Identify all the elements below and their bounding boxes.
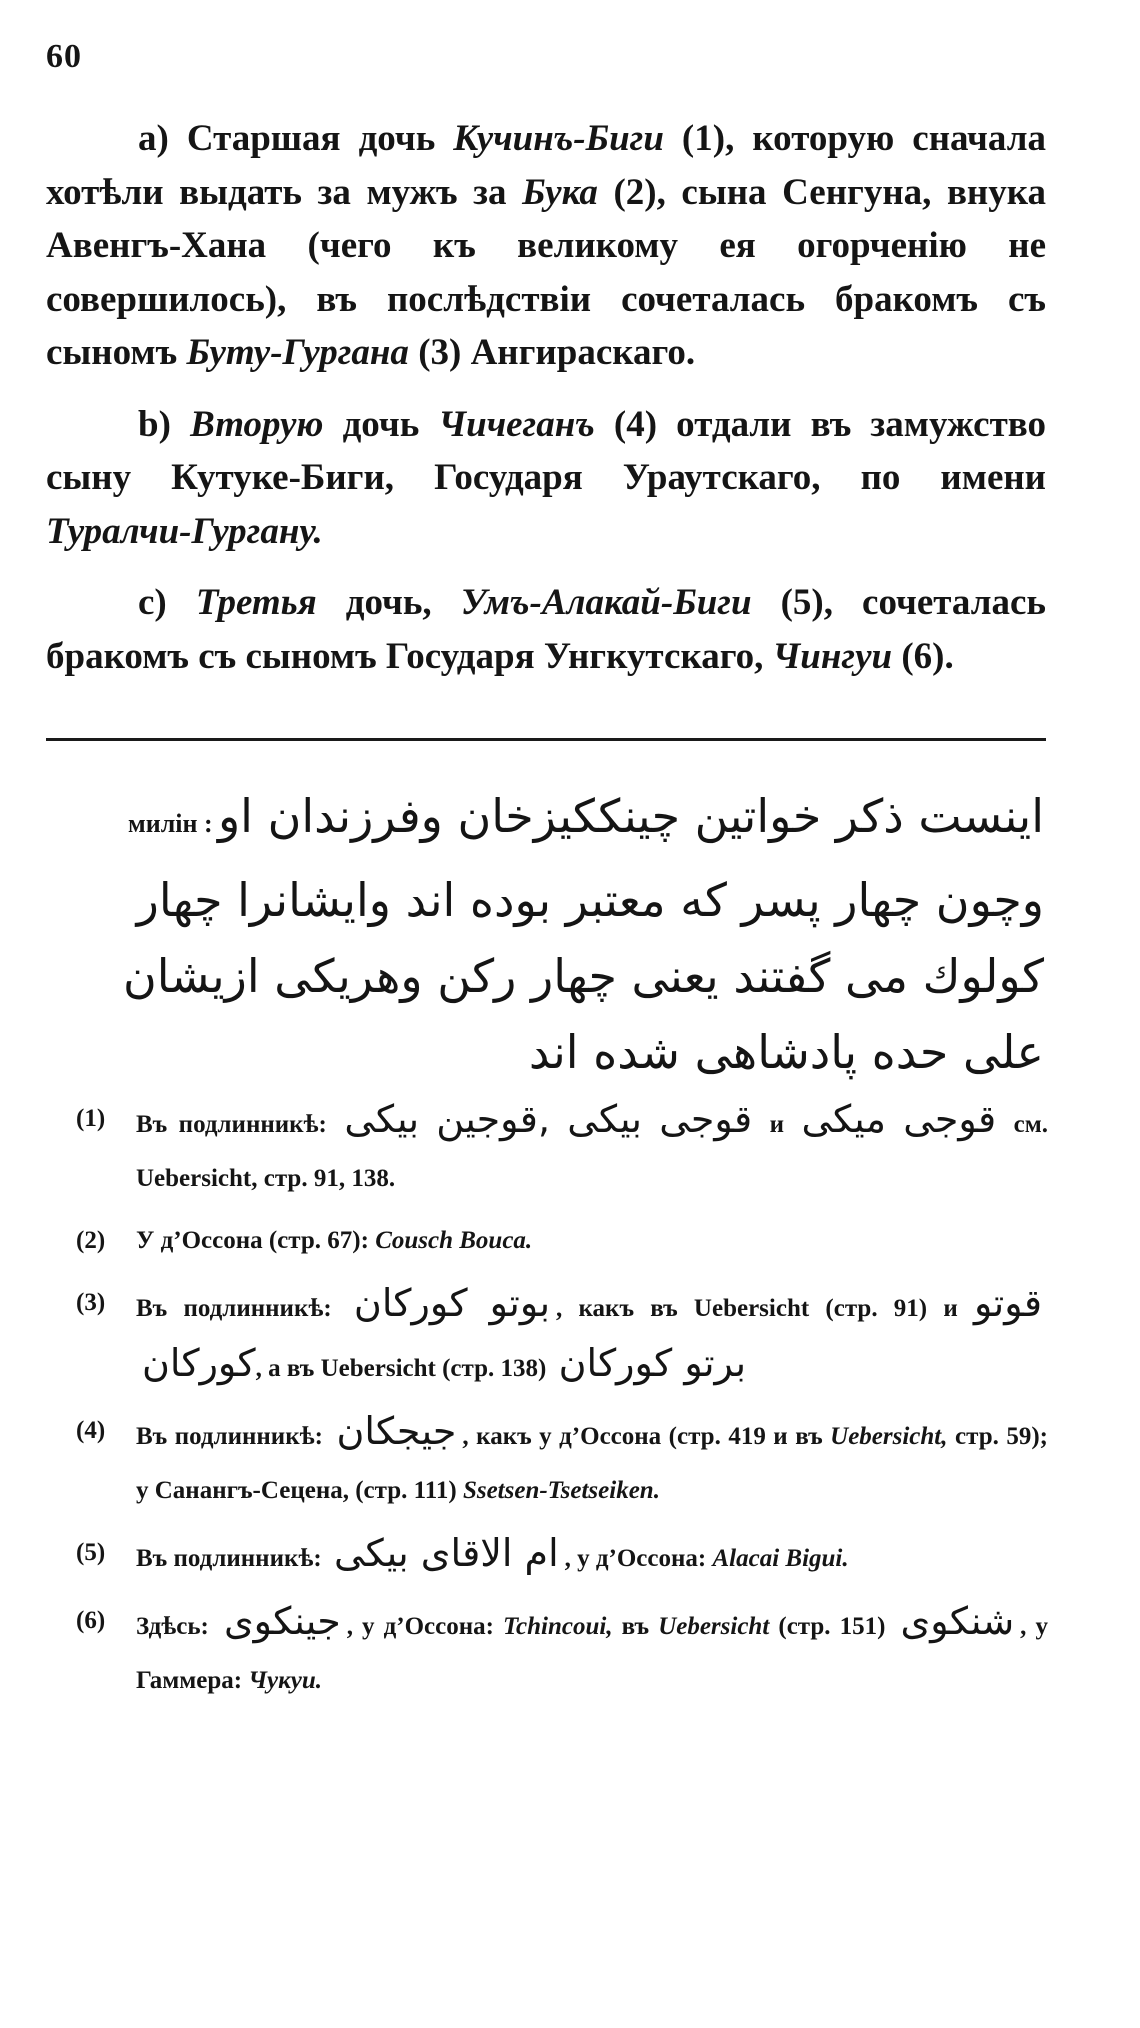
main-text bbox=[46, 112, 1046, 701]
footnote-body bbox=[136, 1276, 1048, 1396]
persian-term: جیجکان bbox=[336, 1409, 457, 1453]
footnote-number: (2) bbox=[76, 1227, 106, 1254]
persian-term: بوتو کورکان bbox=[353, 1281, 551, 1325]
text-run: b) bbox=[138, 403, 191, 445]
footnote-body bbox=[136, 1594, 1048, 1708]
persian-line-4 bbox=[128, 1014, 1044, 1090]
footnote-body bbox=[136, 1214, 1048, 1268]
persian-term: شنکوی bbox=[900, 1599, 1015, 1643]
text-run: (1), которую сначала хотѣли выдать за мужъ за bbox=[46, 118, 1046, 213]
paragraph-c bbox=[46, 576, 1046, 683]
footnote-number: (6) bbox=[76, 1607, 106, 1634]
text-run: дочь, bbox=[316, 582, 461, 623]
text-run: см. Uebersicht, стр. 91, 138. bbox=[136, 1111, 1049, 1192]
paragraph-a bbox=[46, 112, 1046, 380]
persian-term: قوتو کورکان bbox=[142, 1281, 1042, 1385]
italic-term: Буту-Гургана bbox=[186, 332, 409, 373]
text-run: Здѣсь: bbox=[136, 1613, 218, 1640]
footnote-2 bbox=[76, 1214, 1048, 1268]
text-run: , у д’Оссона: bbox=[346, 1613, 504, 1640]
persian-line-1 bbox=[128, 778, 1044, 862]
footnote-5 bbox=[76, 1526, 1048, 1586]
footnote-number: (5) bbox=[76, 1539, 106, 1566]
footnote-3 bbox=[76, 1276, 1048, 1396]
text-run: (4) отдали въ замужство сыну Кутуке-Биги, Государя Ураутскаго, по имени bbox=[46, 403, 1046, 498]
italic-term: Alacai Bigui. bbox=[712, 1545, 849, 1572]
footnote-body bbox=[136, 1404, 1048, 1518]
text-run: Въ подлинникѣ: bbox=[136, 1545, 328, 1572]
footnote-number: (4) bbox=[76, 1417, 106, 1444]
text-run: У д’Оссона (стр. 67): bbox=[136, 1227, 376, 1254]
text-run: , какъ въ Uebersicht (стр. 91) и bbox=[556, 1295, 974, 1322]
text-run: стр. 59); у Санангъ-Сецена, (стр. 111) bbox=[136, 1423, 1048, 1504]
text-run: Въ подлинникѣ: bbox=[136, 1423, 331, 1450]
persian-line-3-text: کولوك می گفتند یعنی چهار رکن وهریکی ازیشان bbox=[122, 949, 1044, 1003]
footnote-number: (3) bbox=[76, 1289, 106, 1316]
italic-term: Tchincoui, bbox=[503, 1613, 613, 1640]
text-run: , а въ Uebersicht (стр. 138) bbox=[255, 1355, 553, 1382]
persian-line-3 bbox=[122, 938, 1044, 1014]
persian-quotation bbox=[122, 778, 1044, 1090]
text-run: , у д’Оссона: bbox=[564, 1545, 713, 1572]
italic-term: Cousch Bouca. bbox=[375, 1227, 533, 1254]
page-number: 60 bbox=[46, 38, 82, 75]
italic-term: Третья bbox=[195, 582, 317, 623]
italic-term: Чичеганъ bbox=[438, 403, 595, 445]
footnote-number: (1) bbox=[76, 1105, 106, 1132]
text-run: а) Старшая дочь bbox=[138, 118, 454, 159]
persian-line-2-text: وچون چهار پسر که معتبر بوده اند وایشانرا چهار bbox=[136, 873, 1044, 927]
footnote-4 bbox=[76, 1404, 1048, 1518]
persian-term: برتو کورکان bbox=[558, 1341, 747, 1385]
persian-term: جینکوی bbox=[223, 1599, 341, 1643]
text-run: (стр. 151) bbox=[769, 1613, 895, 1640]
persian-line-1-text: اینست ذکر خواتین چینککیزخان وفرزندان او bbox=[217, 789, 1044, 843]
italic-term: Чукуи. bbox=[248, 1667, 323, 1694]
italic-term: Чингуи bbox=[772, 635, 893, 677]
text-run: (2), сына Сенгуна, внука Авенгъ-Хана (чего къ великому ея огорченію не совершилось), въ послѣдствіи сочеталась бракомъ съ сыномъ bbox=[46, 171, 1046, 373]
footnotes bbox=[76, 1092, 1048, 1716]
text-run: , у Гаммера: bbox=[136, 1613, 1048, 1694]
persian-line-4-text: علی حده پادشاهی شده اند bbox=[528, 1025, 1044, 1079]
footnote-body bbox=[136, 1092, 1048, 1206]
text-run: въ bbox=[612, 1613, 659, 1640]
persian-line-2 bbox=[128, 862, 1044, 938]
text-run: , какъ у д’Оссона (стр. 419 и въ bbox=[462, 1423, 831, 1450]
italic-term: Uebersicht, bbox=[830, 1423, 948, 1450]
italic-term: Туралчи-Гургану. bbox=[46, 510, 323, 552]
text-run: с) bbox=[138, 582, 196, 623]
italic-term: Вторую bbox=[190, 403, 324, 445]
italic-term: Бука bbox=[522, 171, 598, 213]
text-run: Въ подлинникѣ: bbox=[136, 1111, 339, 1138]
italic-term: Ssetsen-Tsetseiken. bbox=[462, 1477, 660, 1504]
persian-line-1-latin: милін : bbox=[128, 809, 213, 838]
italic-term: Кучинъ-Биги bbox=[453, 118, 664, 159]
persian-term: ام الاقای بیکی bbox=[333, 1531, 559, 1575]
footnote-body bbox=[136, 1526, 1048, 1586]
italic-term: Uebersicht bbox=[658, 1613, 770, 1640]
persian-term: قوجی بیکی ,قوجین بیکی bbox=[344, 1097, 753, 1141]
footnote-1 bbox=[76, 1092, 1048, 1206]
text-run: дочь bbox=[323, 403, 439, 445]
italic-term: Умъ-Алакай-Биги bbox=[460, 582, 752, 623]
text-run: и bbox=[758, 1111, 796, 1138]
text-run: (6). bbox=[892, 635, 954, 677]
text-run: (5), сочеталась бракомъ съ сыномъ Государя Унгкутскаго, bbox=[46, 582, 1046, 677]
footnote-divider bbox=[46, 738, 1046, 741]
paragraph-b bbox=[46, 398, 1046, 559]
text-run: (3) Ангираскаго. bbox=[408, 332, 696, 373]
footnote-6 bbox=[76, 1594, 1048, 1708]
persian-term: قوجی میکی bbox=[801, 1097, 997, 1141]
text-run: Въ подлинникѣ: bbox=[136, 1295, 348, 1322]
